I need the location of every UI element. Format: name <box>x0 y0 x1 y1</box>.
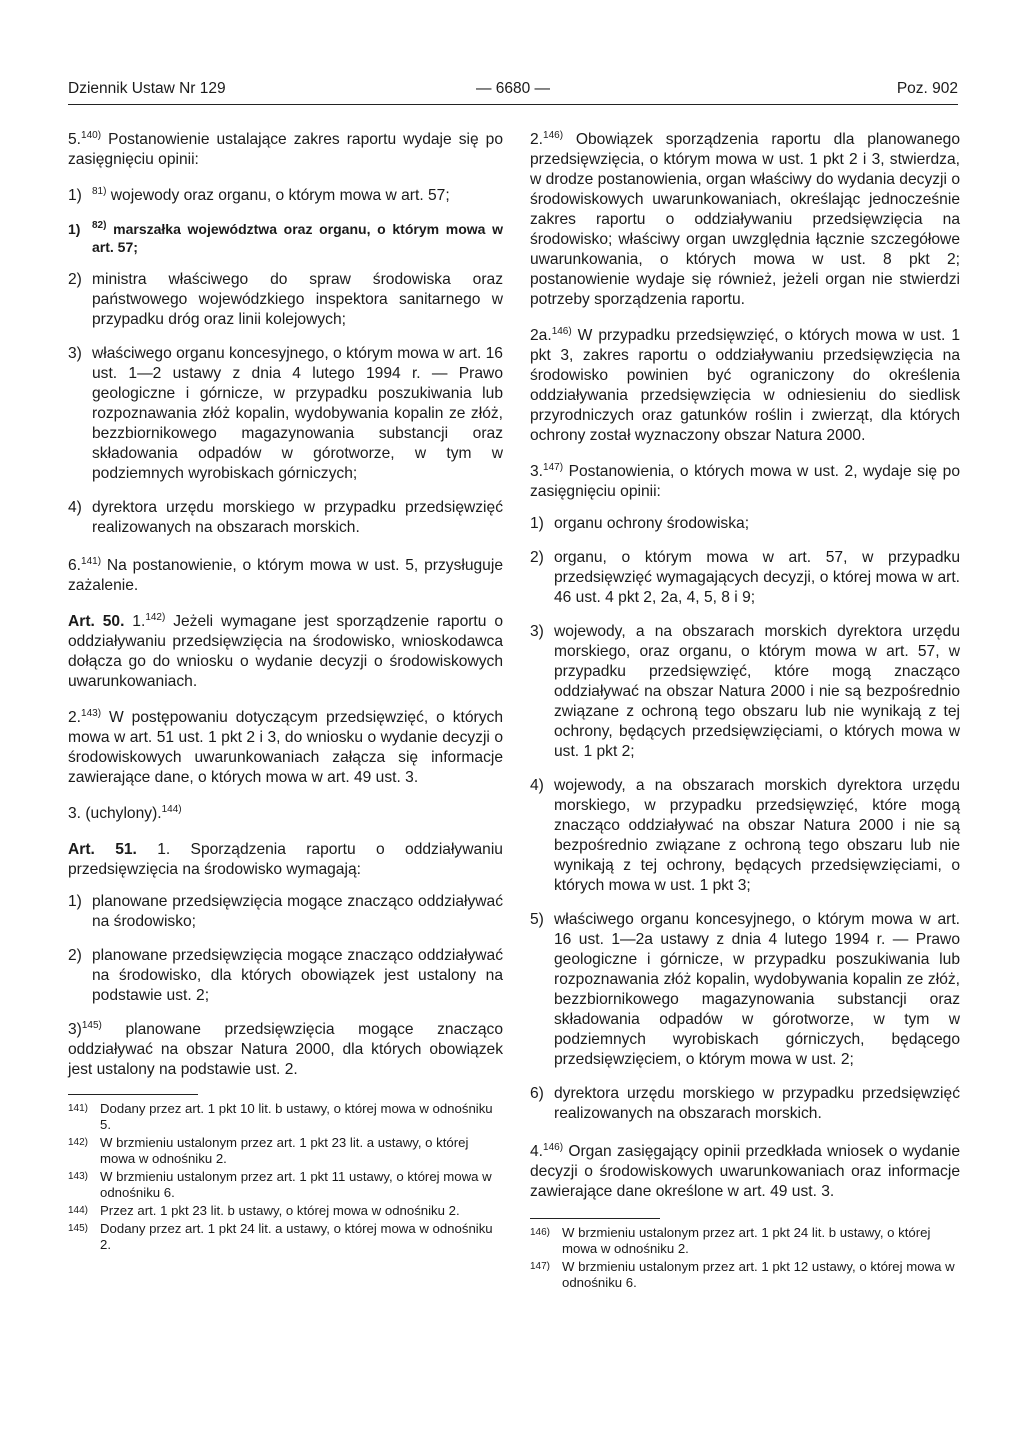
item-number: 1) <box>68 187 82 204</box>
item-number: 4) <box>68 499 82 516</box>
paragraph-3 <box>530 462 960 502</box>
paragraph-5: 5.$^{140)}$ Postanowienie ustalające zakres raportu wydaje się po zasięgnięciu opinii: <box>68 130 503 168</box>
item-text: właściwego organu koncesyjnego, o którym mowa w art. 16 ust. 1—2 ustawy z dnia 4 lutego 1994 r. — Prawo geologiczne i górnicze, w przypadku poszukiwania lub rozpoznawania złóż kopalin, wydobywania kopalin ze złóż, bezzbiornikowego magazynowania substancji oraz składowania odpadów w górotworze, w tym w podziemnych wyrobiskach górniczych; <box>92 345 503 482</box>
item-number: 2) <box>68 271 82 288</box>
paragraph-text: Obowiązek sporządzenia raportu dla planowanego przedsięwzięcia, o którym mowa w ust. 1 pkt 2 i 3, stwierdza, w drodze postanowienia, organ właściwy do wydania decyzji o środowiskowych uwarunkowaniach, określając jednocześnie zakres raportu o oddziaływaniu przedsięwzięcia na środowisko; właściwy organ uwzględnia łącznie szczegółowe uwarunkowania, o których mowa w ust. 8 pkt 2; postanowienie wydaje się również, jeżeli organ nie stwierdzi potrzeby sporządzenia raportu. <box>530 131 960 308</box>
footnote-ref: 146) <box>543 130 564 141</box>
footnote-mark: 145) <box>68 1223 89 1234</box>
item-text: planowane przedsięwzięcia mogące znacząco oddziaływać na obszar Natura 2000, dla których obowiązek jest ustalony na podstawie ust. 2. <box>68 1021 503 1078</box>
footnote-mark: 142) <box>68 1137 89 1148</box>
list-item <box>68 220 503 256</box>
item-text: właściwego organu koncesyjnego, o którym mowa w art. 16 ust. 1—2a ustawy z dnia 4 lutego 1994 r. — Prawo geologiczne i górnicze, w przypadku poszukiwania lub rozpoznawania złóż kopalin, wydobywania kopalin ze złóż, bezzbiornikowego magazynowania substancji oraz składowania odpadów w górotworze, w tym w podziemnych wyrobiskach górniczych, będącego przedsięwzięciem, o którym mowa w ust. 2; <box>554 911 960 1068</box>
footnote-mark: 144) <box>68 1205 89 1216</box>
paragraph-number: 1. <box>124 613 146 630</box>
footnote-text: Dodany przez art. 1 pkt 24 lit. a ustawy, o której mowa w odnośniku 2. <box>100 1221 493 1252</box>
footnote-ref: 147) <box>543 462 564 473</box>
list-item <box>530 910 960 1070</box>
paragraph-text: Na postanowienie, o którym mowa w ust. 5, przysługuje zażalenie. <box>68 557 503 594</box>
footnote-text: Dodany przez art. 1 pkt 10 lit. b ustawy, o której mowa w odnośniku 5. <box>100 1101 493 1132</box>
item-number: 1) <box>68 221 81 237</box>
footnote-ref: 146) <box>543 1142 564 1153</box>
item-text: ministra właściwego do spraw środowiska oraz państwowego wojewódzkiego inspektora sanitarnego w przypadku dróg oraz linii kolejowych; <box>92 271 503 328</box>
paragraph-number: 2. <box>68 709 82 726</box>
item-number: 3) <box>68 1021 82 1038</box>
footnote-ref: 146) <box>551 326 572 337</box>
footnote <box>530 1259 960 1291</box>
paragraph-number: 4. <box>530 1143 544 1160</box>
paragraph-text: 3. (uchylony). <box>68 805 162 822</box>
list-item <box>68 498 503 538</box>
footnote-text: W brzmieniu ustalonym przez art. 1 pkt 24 lit. b ustawy, o której mowa w odnośniku 2. <box>562 1225 931 1256</box>
footnote-text: Przez art. 1 pkt 23 lit. b ustawy, o której mowa w odnośniku 2. <box>100 1203 460 1218</box>
right-column <box>530 130 960 1293</box>
position-number: Poz. 902 <box>896 80 958 97</box>
list-item <box>68 344 503 484</box>
paragraph-text: 1. Sporządzenia raportu o oddziaływaniu przedsięwzięcia na środowisko wymagają: <box>68 841 503 878</box>
paragraph-text: Jeżeli wymagane jest sporządzenie raportu o oddziaływaniu przedsięwzięcia na środowisko, wnioskodawca dołącza go do wniosku o wydanie decyzji o środowiskowych uwarunkowaniach. <box>68 613 503 690</box>
paragraph-text: W postępowaniu dotyczącym przedsięwzięć, o których mowa w art. 51 ust. 1 pkt 2 i 3, do wniosku o wydanie decyzji o środowiskowych uwarunkowaniach załącza się informacje zawierające dane, o których mowa w art. 49 ust. 3. <box>68 709 503 786</box>
footnote-mark: 143) <box>68 1171 89 1182</box>
footnote-ref: 140) <box>81 130 102 141</box>
footnote <box>68 1101 503 1133</box>
footnote <box>68 1169 503 1201</box>
page-header <box>68 80 958 105</box>
article-label: Art. 50. <box>68 613 125 630</box>
item-text: wojewody oraz organu, o którym mowa w art. 57; <box>106 187 450 204</box>
list-item <box>68 892 503 932</box>
footnote <box>68 1135 503 1167</box>
paragraph-text: Postanowienie ustalające zakres raportu wydaje się po zasięgnięciu opinii: <box>68 131 503 168</box>
footnote-mark: 147) <box>530 1261 551 1272</box>
item-number: 3) <box>530 623 544 640</box>
item-text: wojewody, a na obszarach morskich dyrektora urzędu morskiego, w przypadku przedsięwzięć, które mogą znacząco oddziaływać na obszar Natura 2000 i nie są bezpośrednio związane z ochroną tego obszaru lub nie wynikają z tej ochrony, będących przedsięwzięciami, o których mowa w ust. 1 pkt 3; <box>554 777 960 894</box>
paragraph-4 <box>530 1142 960 1202</box>
list-item <box>68 186 503 206</box>
item-number: 5) <box>530 911 544 928</box>
paragraph-6 <box>68 556 503 596</box>
item-number: 1) <box>68 893 82 910</box>
item-number: 6) <box>530 1085 544 1102</box>
list-item <box>530 548 960 608</box>
paragraph-2 <box>530 130 960 310</box>
article-50-para-2 <box>68 708 503 788</box>
footnote-ref: 145) <box>81 1020 102 1031</box>
item-text: planowane przedsięwzięcia mogące znacząco oddziaływać na środowisko; <box>92 893 503 930</box>
footnote <box>68 1221 503 1253</box>
item-text: dyrektora urzędu morskiego w przypadku przedsięwzięć realizowanych na obszarach morskich. <box>554 1085 960 1122</box>
item-number: 3) <box>68 345 82 362</box>
paragraph-number: 2a. <box>530 327 552 344</box>
item-number: 1) <box>530 515 544 532</box>
paragraph-2a <box>530 326 960 446</box>
footnote <box>530 1225 960 1257</box>
list-item <box>530 514 960 534</box>
item-number: 2) <box>530 549 544 566</box>
item-number: 2) <box>68 947 82 964</box>
left-column <box>68 130 503 1255</box>
footnote-mark: 141) <box>68 1103 89 1114</box>
footnote-text: W brzmieniu ustalonym przez art. 1 pkt 23 lit. a ustawy, o której mowa w odnośniku 2. <box>100 1135 469 1166</box>
item-text: organu ochrony środowiska; <box>554 515 750 532</box>
paragraph-number: 3. <box>530 463 544 480</box>
paragraph-text: Organ zasięgający opinii przedkłada wniosek o wydanie decyzji o środowiskowych uwarunkowaniach oraz informacje zawierające dane określone w art. 49 ust. 3. <box>530 1143 960 1200</box>
list-item <box>68 1020 503 1080</box>
footnote <box>68 1203 503 1219</box>
item-text: planowane przedsięwzięcia mogące znacząco oddziaływać na środowisko, dla których obowiązek jest ustalony na podstawie ust. 2; <box>92 947 503 1004</box>
footnote-divider <box>68 1094 198 1095</box>
footnote-ref: 142) <box>145 612 166 623</box>
footnote-text: W brzmieniu ustalonym przez art. 1 pkt 12 ustawy, o której mowa w odnośniku 6. <box>562 1259 955 1290</box>
footnote-ref: 141) <box>81 556 102 567</box>
article-label: Art. 51. <box>68 841 137 858</box>
list-item <box>530 1084 960 1124</box>
list-item <box>68 946 503 1006</box>
item-text: dyrektora urzędu morskiego w przypadku przedsięwzięć realizowanych na obszarach morskich. <box>92 499 503 536</box>
item-text: wojewody, a na obszarach morskich dyrektora urzędu morskiego, oraz organu, o którym mowa w art. 57, w przypadku przedsięwzięć, które mogą znacząco oddziaływać na obszar Natura 2000 i nie są bezpośrednio związane z ochroną tego obszaru lub nie wynikają z tej ochrony, będących przedsięwzięciami, o których mowa w ust. 1 pkt 2; <box>554 623 960 760</box>
article-50-para-3 <box>68 804 503 824</box>
footnote-ref: 81) <box>92 186 107 197</box>
list-item <box>68 270 503 330</box>
item-number: 4) <box>530 777 544 794</box>
journal-title: Dziennik Ustaw Nr 129 <box>68 80 226 97</box>
article-50 <box>68 612 503 692</box>
list-item <box>530 776 960 896</box>
article-51 <box>68 840 503 880</box>
footnote-ref: 143) <box>81 708 102 719</box>
paragraph-text: Postanowienia, o których mowa w ust. 2, wydaje się po zasięgnięciu opinii: <box>530 463 960 500</box>
paragraph-number: 2. <box>530 131 544 148</box>
footnote-text: W brzmieniu ustalonym przez art. 1 pkt 11 ustawy, o której mowa w odnośniku 6. <box>100 1169 492 1200</box>
footnote-mark: 146) <box>530 1227 551 1238</box>
paragraph-text: W przypadku przedsięwzięć, o których mowa w ust. 1 pkt 3, zakres raportu o oddziaływaniu przedsięwzięcia na środowisko powinien być ograniczony do określenia oddziaływania przedsięwzięcia w odniesieniu do siedlisk przyrodniczych oraz gatunków roślin i zwierząt, dla których ochrony został wyznaczony obszar Natura 2000. <box>530 327 960 444</box>
page-number: — 6680 — <box>475 80 551 97</box>
footnote-ref: 144) <box>161 804 182 815</box>
item-text: marszałka województwa oraz organu, o którym mowa w art. 57; <box>92 221 503 255</box>
list-item <box>530 622 960 762</box>
paragraph-number: 6. <box>68 557 82 574</box>
footnote-ref: 82) <box>92 220 107 231</box>
item-text: organu, o którym mowa w art. 57, w przypadku przedsięwzięć wymagających decyzji, o której mowa w art. 46 ust. 4 pkt 2, 2a, 4, 5, 8 i 9; <box>554 549 960 606</box>
footnote-divider <box>530 1218 660 1219</box>
